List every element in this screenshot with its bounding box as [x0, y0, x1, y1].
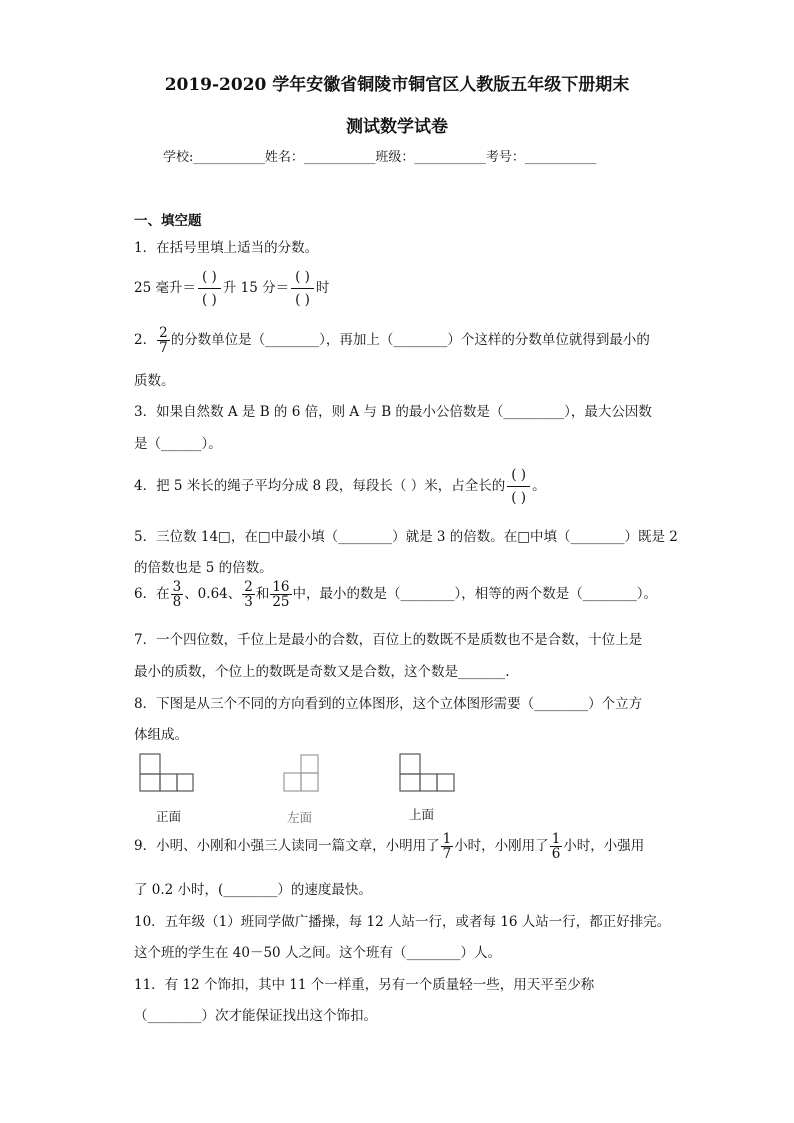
- q6-line: [134, 580, 657, 609]
- q2-fraction-denominator: 7: [159, 340, 168, 357]
- q9-text-3: 小时，小强用: [563, 838, 645, 855]
- q6-mid-2: 和: [255, 586, 270, 603]
- q6-mid-1: 、0.64、: [184, 586, 242, 603]
- q6-fraction-2: [242, 580, 255, 609]
- q6-fraction-1-denominator: 8: [172, 594, 182, 611]
- three-view-figure: [130, 750, 470, 830]
- q6-fraction-2-numerator: 2: [244, 579, 253, 595]
- q4-line: [134, 464, 546, 509]
- q6-fraction-3-denominator: 25: [272, 594, 290, 611]
- q9-line-1: [134, 832, 644, 861]
- q9-fraction-1-numerator: 1: [442, 831, 452, 847]
- q9-fraction-2-numerator: 1: [551, 831, 561, 847]
- q1-fraction-2-denominator: ( ): [291, 288, 314, 311]
- q2-number: 2．: [134, 332, 157, 349]
- section-title: 一、填空题: [134, 213, 202, 229]
- q8-line-1: 8．下图是从三个不同的方向看到的立体图形，这个立体图形需要（________）个立方: [134, 696, 643, 712]
- q9-text-1: 9．小明、小刚和小强三人读同一篇文章，小明用了: [134, 838, 440, 855]
- top-view-label: 上面: [409, 807, 435, 822]
- q6-number: 6．在: [134, 586, 170, 603]
- q8-line-2: 体组成。: [134, 727, 188, 743]
- title-line-1: 2019-2020 学年安徽省铜陵市铜官区人教版五年级下册期末: [164, 75, 630, 95]
- front-view-drawing: [140, 754, 193, 791]
- q1-fraction-1-denominator: ( ): [198, 288, 221, 311]
- q2-text: 的分数单位是（________），再加上（________）个这样的分数单位就得到最小的: [170, 332, 650, 349]
- student-info-line: 学校:___________姓名：___________班级：___________考号：___________: [163, 150, 597, 165]
- top-view-drawing: [400, 754, 454, 791]
- q4-fraction-denominator: ( ): [507, 486, 530, 509]
- q11-line-2: （________）次才能保证找出这个饰扣。: [134, 1008, 377, 1024]
- q2-fraction-numerator: 2: [159, 325, 168, 341]
- q4-text: 4．把 5 米长的绳子平均分成 8 段，每段长（ ）米，占全长的: [134, 478, 506, 494]
- q1-part2: 升 15 分＝: [222, 280, 290, 296]
- q7-line-1: 7．一个四位数，千位上是最小的合数，百位上的数既不是质数也不是合数，十位上是: [134, 632, 643, 648]
- q9-fraction-1-denominator: 7: [442, 846, 452, 863]
- q9-text-2: 小时，小刚用了: [454, 838, 549, 855]
- q2-line-2: 质数。: [134, 373, 175, 389]
- left-view-drawing: [284, 755, 318, 791]
- q6-fraction-3-numerator: 16: [272, 579, 290, 595]
- q4-fraction: [507, 464, 530, 509]
- q3-line-2: 是（______）。: [134, 436, 222, 452]
- title-line-2: 测试数学试卷: [346, 117, 448, 137]
- q1-fraction-2-numerator: ( ): [295, 269, 310, 285]
- q9-fraction-2-denominator: 6: [551, 846, 561, 863]
- front-view-label: 正面: [156, 809, 182, 824]
- q2-fraction: [157, 326, 170, 355]
- q9-fraction-1: [441, 832, 454, 861]
- q1-fraction-1-numerator: ( ): [201, 269, 217, 285]
- q6-text: 中，最小的数是（________），相等的两个数是（________）。: [292, 586, 658, 603]
- q6-fraction-3: [270, 580, 291, 609]
- q1-part1: 25 毫升＝: [134, 280, 196, 296]
- q1-part3: 时: [315, 280, 330, 296]
- q10-line-1: 10．五年级（1）班同学做广播操，每 12 人站一行，或者每 16 人站一行，都正好排完。: [134, 914, 671, 930]
- q2-line-1: [134, 326, 650, 355]
- q1-fraction-1: [198, 266, 221, 311]
- q9-fraction-2: [550, 832, 563, 861]
- q1-row: [134, 266, 329, 311]
- q6-fraction-1: [171, 580, 184, 609]
- q3-line-1: 3．如果自然数 A 是 B 的 6 倍，则 A 与 B 的最小公倍数是（_________），最大公因数: [134, 404, 652, 420]
- q6-fraction-2-denominator: 3: [244, 594, 253, 611]
- q1-fraction-2: [291, 266, 314, 311]
- q10-line-2: 这个班的学生在 40－50 人之间。这个班有（________）人。: [134, 945, 501, 961]
- q4-end: 。: [532, 478, 546, 494]
- q9-line-2: 了 0.2 小时，(________）的速度最快。: [134, 882, 372, 898]
- q5-line-1: 5．三位数 14□，在□中最小填（________）就是 3 的倍数。在□中填（________）既是 2: [134, 529, 678, 545]
- q5-line-2: 的倍数也是 5 的倍数。: [134, 560, 273, 576]
- q6-fraction-1-numerator: 3: [172, 579, 182, 595]
- q1-prompt: 1．在括号里填上适当的分数。: [134, 240, 319, 256]
- left-view-label: 左面: [287, 810, 313, 825]
- q11-line-1: 11．有 12 个饰扣，其中 11 个一样重，另有一个质量轻一些，用天平至少称: [134, 977, 595, 993]
- q7-line-2: 最小的质数，个位上的数既是奇数又是合数，这个数是_______.: [134, 664, 510, 680]
- q4-fraction-numerator: ( ): [511, 467, 527, 483]
